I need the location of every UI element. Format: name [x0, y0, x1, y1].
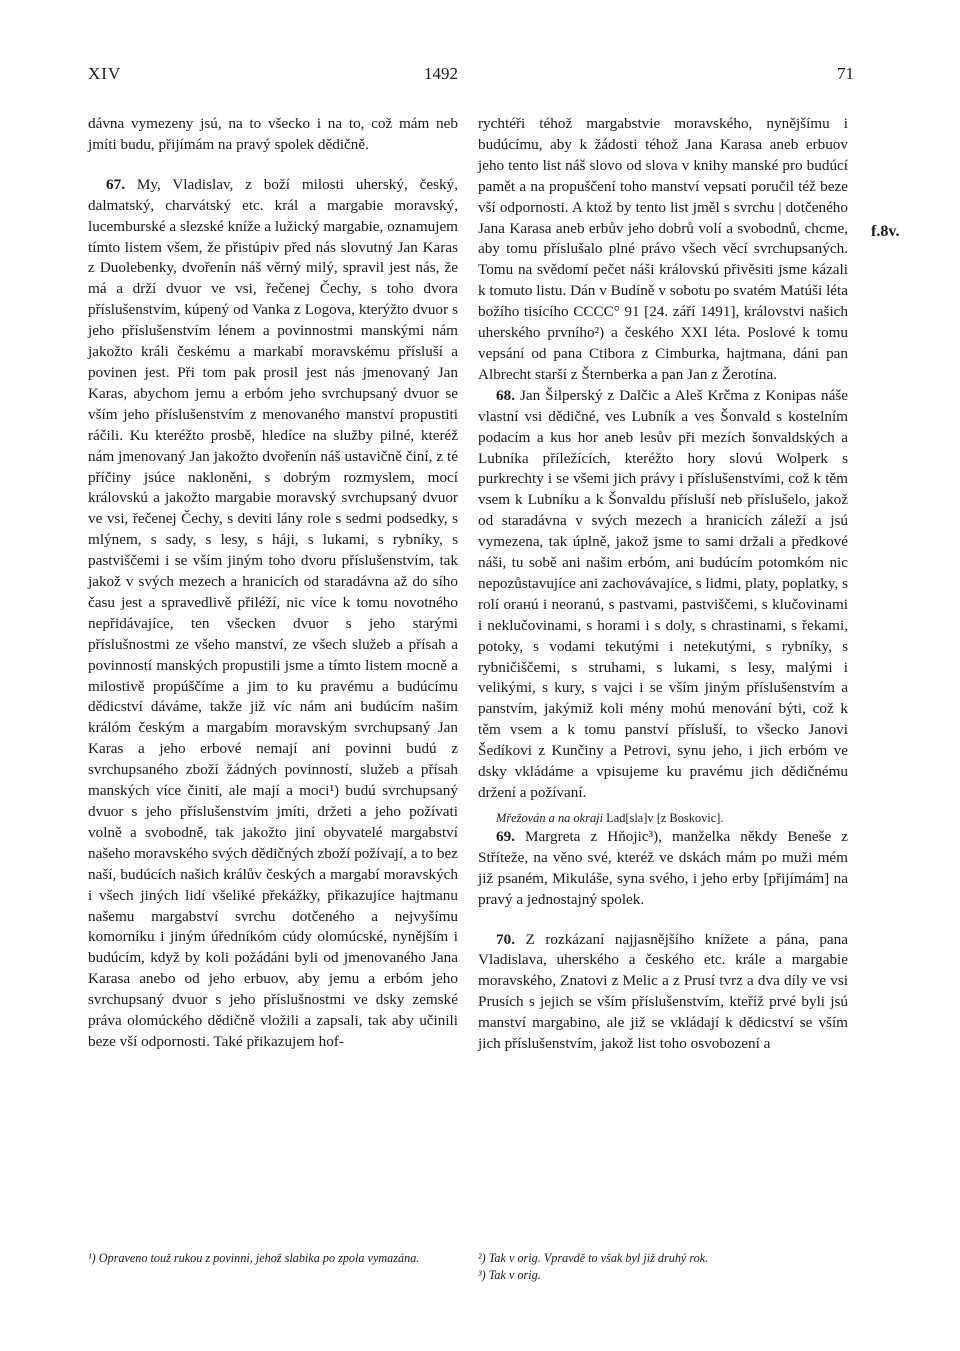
header-part-number: XIV	[88, 64, 122, 83]
left-column	[88, 114, 458, 1053]
entry-number: 70.	[496, 930, 515, 948]
header-page-number: 71	[837, 64, 854, 83]
footnote-3: ³) Tak v orig.	[478, 1268, 541, 1282]
entry-69	[478, 827, 848, 911]
right-column	[478, 114, 848, 1055]
footnotes-right	[478, 1250, 850, 1284]
entry-text: Jan Šilperský z Dalčic a Aleš Krčma z Konipas náše vlastní vsi dědičné, ves Lubník a ves Šonvald s kostelním podacím a kus hor aneb lesův při mezích šonvaldských a Lubníka příležících, kteréžto hory slovú Wolperk s purkrechty i se všemi jich právy i příslušenstvími, což k těm vsem k Lubníku a k Šonvaldu přísluší neb příslušelo, jakož od staradávna v svých mezech a hranicích záleží a jsú vymezena, tak úplně, jakož jsme to sami držali a předkové náši, tu sobě ani našim erbóm, ani budúcím potomkóm nic nepozůstavujíce ani zachovávajíce, s lidmi, platy, poplatky, s rolí oraнú i neoranú, s pastvami, pastviščemi, s klučovinami i neklučovinami, s horami i s doly, s chrastinami, s řekami, potoky, s vodami tekutými i netekutými, s rybníky, s rybničiščemi, s struhami, s lukami, s lesy, malými i velikými, s kury, s vajci i se vším jiným příslušenstvím a panstvím, jakýmiž koli mény mohú menování býti, což k těm vsem a k tomu panství přísluší, to všecko Janovi Šedíkovi z Kunčiny a Petrovi, synu jeho, i jich erbóm ve dsky vkládáme a vpisujeme ku pravému jich dědičnému držení a požívaní.	[478, 386, 849, 801]
entry-67	[88, 175, 458, 1053]
entry-text: Margreta z Hňojic³), manželka někdy Beneše z Stříteže, na věno své, kteréž ve dskách mám po muži mém již psaném, Mikuláše, syna svého, i jeho erby [přijímám] na pravý a jednostajný spolek.	[478, 827, 849, 908]
footnote-1: ¹) Opraveno touž rukou z povinni, jehož slabika po zpola vymazána.	[88, 1251, 420, 1265]
paragraph-continuation: rychtéři téhož margabstvie moravského, nynějšímu i budúcímu, aby k žádosti téhož Jana Karasa aneb erbuov jeho tento list náš slovo od slova v knihy manské pro budúcí pamět a na propuščení toho manství vepsati poručil též beze vší odpornosti. A ktož by tento list jměl s svrchu | dotčeného Jana Karasa aneb erbův jeho dobrů volí a svobodnů, chcme, aby tomu příslušalo plné právo všech věcí svrchupsaných. Tomu na svědomí pečet náši královskú přivěsiti jsme kázali k tomuto listu. Dán v Budíně v sobotu po svatém Matúši léta božího tisícího CCCC° 91 [24. září 1491], královstvi našich uherského prvního²) a českého XXI léta. Poslové k tomu vepsání od pana Ctibora z Cimburka, hajtmana, dáni pan Albrecht starší z Šternberka a pan Jan z Žerotína.	[478, 115, 848, 383]
header-year: 1492	[424, 64, 458, 83]
entry-number: 67.	[106, 175, 125, 193]
entry-text: Z rozkázaní najjasnějšího knížete a pána, pana Vladislava, uherského a českého etc. krále a margabie moravského, Znatovi z Melic a z Prusí tvrz a dva díly ve vsi Prusích s jejich se vším příslušenstvím, kteříž prvé byli jsú manství margabino, ale již se vkládají k dědicství se vším jich příslušenstvím, jakož list toho osvobození a	[478, 930, 848, 1053]
entry-68	[478, 386, 848, 804]
page-header	[88, 64, 854, 86]
entry-70	[478, 930, 848, 1055]
note-label: Mřežován a na okraji	[496, 810, 604, 825]
note-text: Lad[sla]v [z Boskovic].	[603, 810, 724, 825]
entry-number: 68.	[496, 386, 515, 404]
entry-number: 69.	[496, 827, 515, 845]
footnote-2: ²) Tak v orig. Vpravdě to však byl již druhý rok.	[478, 1251, 709, 1265]
paragraph-continuation: dávna vymezeny jsú, na to všecko i na to, což mám neb jmíti budu, přijímám na pravý spolek dědičně.	[88, 115, 458, 153]
margin-folio-note: f.8v.	[871, 223, 900, 240]
entry-text: My, Vladislav, z boží milosti uherský, český, dalmatský, charvátský etc. král a margabie moravský, lucemburské a slezské kníže a lužický margabie, oznamujem tímto listem všem, že přistúpiv před nás slovutný Jan Karas z Duolebenky, dvořenín náš věrný milý, spravil jest nás, že má a drží dvuor ve vsi, řečenej Čechy, s toho dvora příslušenstvím, kúpený od Vanka z Logova, kterýžto dvuor s jeho příslušenstvím lénem a povinnostmi manskými nám jakožto králi českému a markabí moravskému přísluší a povinen jest. Při tom pak prosil jest nás jmenovaný Jan Karas, abychom jemu a erbóm jeho svrchupsaný dvuor se vším jeho příslušenstvím z menovaného manství propustiti ráčili. Ku kteréžto prosbě, hledíce na služby pilné, kteréž nám jmenovaný Jan jakožto dvořenín náš ustavičně činí, z té příčiny jsúce nakloněni, s dobrým rozmyslem, mocí královskú a jakožto margabie moravský svrchupsaný dvuor ve vsi, řečenej Čechy, s deviti lány role s sedmi podsedky, s mlýnem, s sady, s lesy, s háji, s lukami, s rybníky, s pastviščemi i se vším jiným toho dvoru příslušenstvím, tak jakož v svých mezech a hranicích od staradávna až do sího času jest a spravedlivě přiléží, nic více k tomu novotného nepřidávajíce, ten všecken dvuor s jeho starými příslušnostmi ze všeho manství, ze všech služeb a přísah a povinností manských propustili jsme a tímto listem mocně a milostivě propúščíme a jim to ku pravému a budúcímu dědicství dáváme, takže již víc nám ani budúcím našim králóm českým a margabím moravským svrchupsaný Jan Karas a jeho erbové nemají ani povinni budú z svrchupsaného zboží žádných povinností, služeb a přísah manských více činiti, ale mají a moci¹) budú svrchupsaný dvuor s jeho příslušenstvím jmíti, držeti a jeho požívati volně a svobodně, tak jakožto jiní obyvatelé margabství našeho moravského svých dědičných zboží požívají, a to bez naší, budúcích našich králův českých a margabí moravských i všech jiných lidí všeliké překážky, přikazujíce hajtmanu našemu margabství svrchu dotčeného a nejvyšímu komorníku i jiným úředníkóm cúdy olomúcské, nynějším i budúcím, když by koli požádáni byli od jmenovaného Jana Karasa anebo od jeho erbuov, aby jemu a erbóm jeho svrchupsaný dvuor s jeho příslušnostmi ve dsky zemské práva olomúckého dědičně vložili a zapsali, tak aby učinili beze vší odpornosti. Také přikazujem hof-	[88, 175, 458, 1050]
entry-68-note	[478, 809, 848, 827]
